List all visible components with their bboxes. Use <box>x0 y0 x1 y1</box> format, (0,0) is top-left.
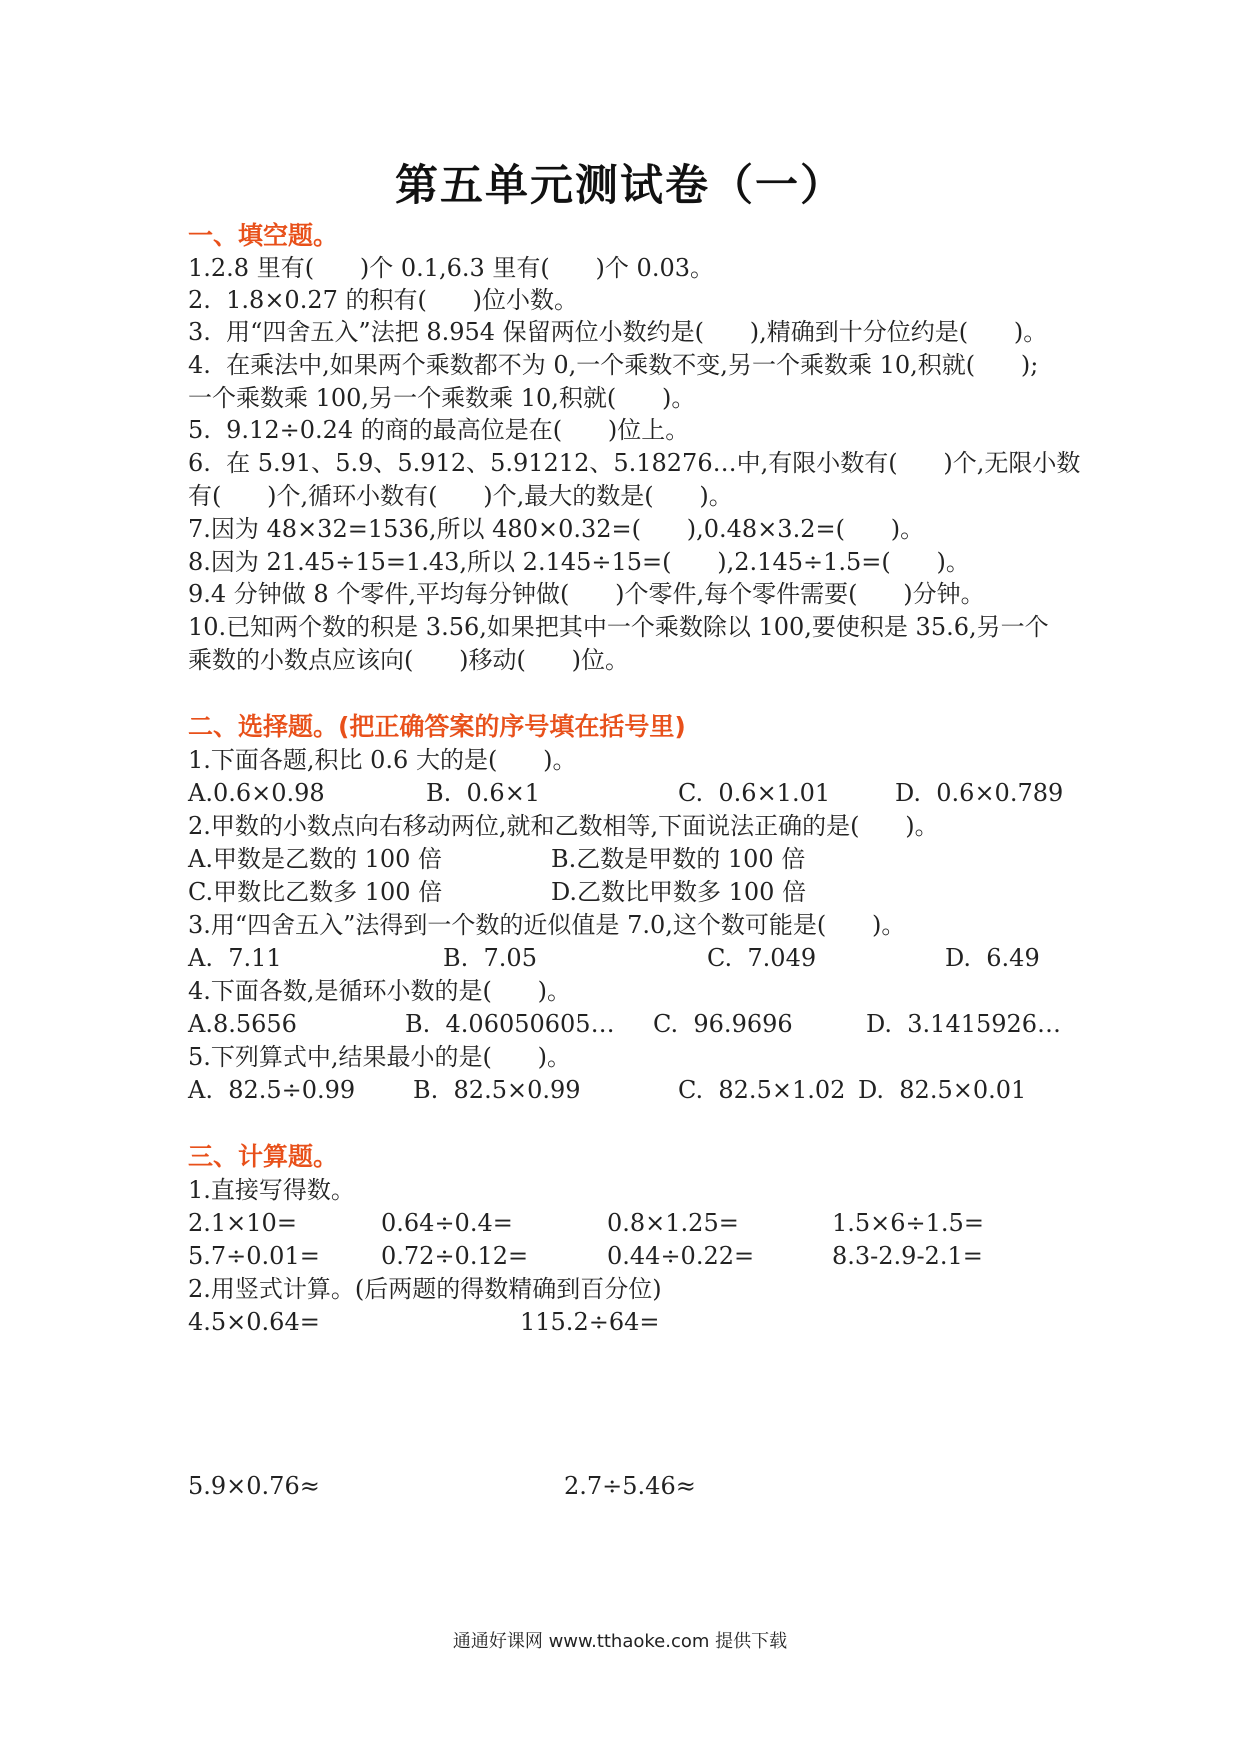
choice-2-option-d: D.乙数比甲数多 100 倍 <box>551 878 807 906</box>
choice-5-option-c: C. 82.5×1.02 <box>678 1076 846 1104</box>
choice-question-1: 1.下面各题,积比 0.6 大的是( )。 <box>188 746 577 774</box>
calc-item: 0.72÷0.12= <box>381 1242 529 1270</box>
fill-question-7: 7.因为 48×32=1536,所以 480×0.32=( ),0.48×3.2=( )。 <box>188 515 925 543</box>
choice-question-2: 2.甲数的小数点向右移动两位,就和乙数相等,下面说法正确的是( )。 <box>188 812 939 840</box>
choice-question-4: 4.下面各数,是循环小数的是( )。 <box>188 977 572 1005</box>
choice-4-option-b: B. 4.06050605… <box>405 1010 615 1038</box>
section-heading-fill: 一、填空题。 <box>188 221 339 250</box>
fill-question-3: 3. 用“四舍五入”法把 8.954 保留两位小数约是( ),精确到十分位约是( )。 <box>188 318 1048 346</box>
choice-3-option-b: B. 7.05 <box>443 944 537 972</box>
fill-question-4-line-1: 4. 在乘法中,如果两个乘数都不为 0,一个乘数不变,另一个乘数乘 10,积就( ); <box>188 351 1039 379</box>
fill-question-6-line-2: 有( )个,循环小数有( )个,最大的数是( )。 <box>188 482 733 510</box>
choice-1-option-b: B. 0.6×1 <box>426 779 541 807</box>
fill-question-9: 9.4 分钟做 8 个零件,平均每分钟做( )个零件,每个零件需要( )分钟。 <box>188 580 985 608</box>
section-heading-choice: 二、选择题。(把正确答案的序号填在括号里) <box>188 712 686 741</box>
calc-item: 0.64÷0.4= <box>381 1209 513 1237</box>
choice-5-option-b: B. 82.5×0.99 <box>413 1076 581 1104</box>
fill-question-10-line-2: 乘数的小数点应该向( )移动( )位。 <box>188 646 629 674</box>
fill-question-6-line-1: 6. 在 5.91、5.9、5.912、5.91212、5.18276…中,有限小数有( )个,无限小数 <box>188 449 1081 477</box>
calc-item: 8.3-2.9-2.1= <box>832 1242 983 1270</box>
calc-item: 5.7÷0.01= <box>188 1242 320 1270</box>
fill-question-5: 5. 9.12÷0.24 的商的最高位是在( )位上。 <box>188 416 690 444</box>
section-heading-calc: 三、计算题。 <box>188 1142 339 1171</box>
choice-2-option-b: B.乙数是甲数的 100 倍 <box>551 845 806 873</box>
choice-4-option-d: D. 3.1415926… <box>866 1010 1062 1038</box>
calc-item: 5.9×0.76≈ <box>188 1472 320 1500</box>
choice-5-option-d: D. 82.5×0.01 <box>858 1076 1027 1104</box>
choice-question-5: 5.下列算式中,结果最小的是( )。 <box>188 1043 572 1071</box>
calc-item: 1.5×6÷1.5= <box>832 1209 984 1237</box>
choice-3-option-d: D. 6.49 <box>945 944 1040 972</box>
calc-sub-2: 2.用竖式计算。(后两题的得数精确到百分位) <box>188 1275 662 1303</box>
page-footer: 通通好课网 www.tthaoke.com 提供下载 <box>452 1631 788 1652</box>
calc-item: 0.44÷0.22= <box>607 1242 755 1270</box>
choice-3-option-a: A. 7.11 <box>188 944 282 972</box>
choice-1-option-c: C. 0.6×1.01 <box>678 779 831 807</box>
choice-1-option-a: A.0.6×0.98 <box>188 779 325 807</box>
calc-item: 115.2÷64= <box>520 1308 660 1336</box>
choice-2-option-a: A.甲数是乙数的 100 倍 <box>188 845 443 873</box>
calc-item: 4.5×0.64= <box>188 1308 320 1336</box>
calc-item: 2.1×10= <box>188 1209 297 1237</box>
calc-item: 0.8×1.25= <box>607 1209 739 1237</box>
calc-sub-1: 1.直接写得数。 <box>188 1176 355 1204</box>
choice-4-option-a: A.8.5656 <box>188 1010 297 1038</box>
fill-question-2: 2. 1.8×0.27 的积有( )位小数。 <box>188 286 578 314</box>
calc-item: 2.7÷5.46≈ <box>564 1472 696 1500</box>
choice-4-option-c: C. 96.9696 <box>653 1010 793 1038</box>
choice-3-option-c: C. 7.049 <box>707 944 817 972</box>
choice-5-option-a: A. 82.5÷0.99 <box>188 1076 356 1104</box>
page-title: 第五单元测试卷（一） <box>395 161 845 211</box>
fill-question-1: 1.2.8 里有( )个 0.1,6.3 里有( )个 0.03。 <box>188 254 714 282</box>
choice-2-option-c: C.甲数比乙数多 100 倍 <box>188 878 443 906</box>
fill-question-8: 8.因为 21.45÷15=1.43,所以 2.145÷15=( ),2.145÷1.5=( )。 <box>188 548 970 576</box>
choice-question-3: 3.用“四舍五入”法得到一个数的近似值是 7.0,这个数可能是( )。 <box>188 911 906 939</box>
fill-question-10-line-1: 10.已知两个数的积是 3.56,如果把其中一个乘数除以 100,要使积是 35.6,另一个 <box>188 613 1049 641</box>
choice-1-option-d: D. 0.6×0.789 <box>895 779 1064 807</box>
fill-question-4-line-2: 一个乘数乘 100,另一个乘数乘 10,积就( )。 <box>188 384 696 412</box>
